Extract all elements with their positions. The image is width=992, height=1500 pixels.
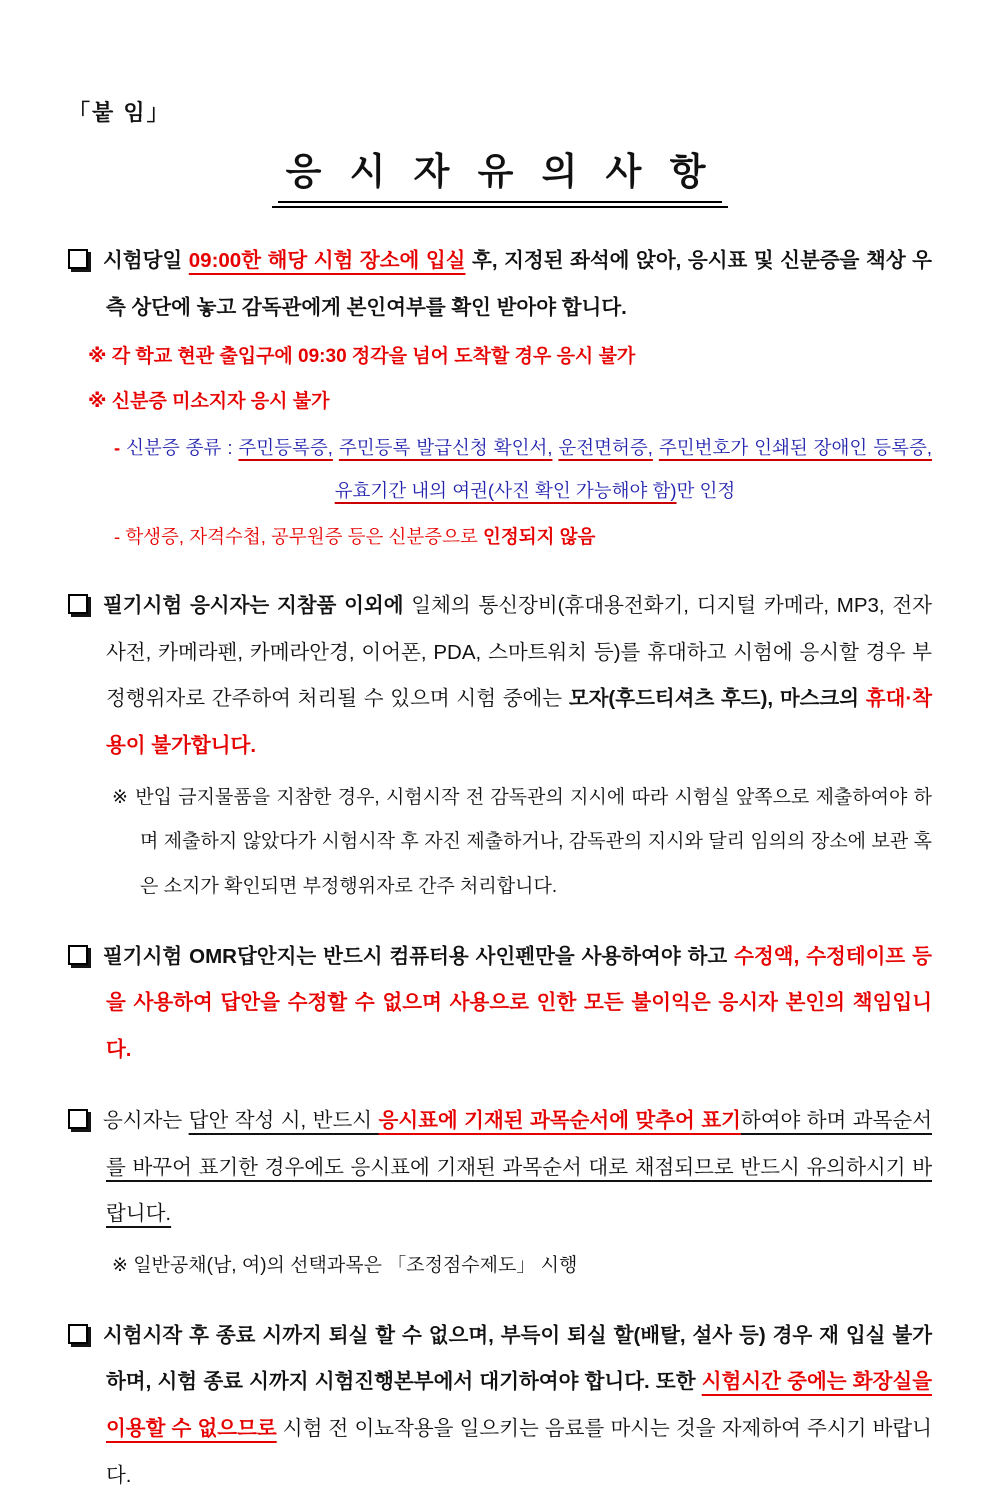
text-run: 학생증, 자격수첩, 공무원증 등은 신분증으로 bbox=[125, 526, 483, 548]
text-run: 각 학교 현관 출입구에 09:30 정각을 넘어 도착할 경우 응시 불가 bbox=[111, 346, 636, 368]
text-run: 시험당일 bbox=[103, 249, 189, 272]
text-run: 필기시험 OMR답안지는 반드시 컴퓨터용 사인펜만을 사용하여야 하고 bbox=[103, 944, 735, 968]
page-title: 응 시 자 유 의 사 항 bbox=[278, 141, 723, 203]
text-run: 주민등록 발급신청 확인서, bbox=[338, 437, 553, 459]
text-run: 수정액, 수정테이프 등을 사용하여 답안을 수정할 수 없으며 사용으로 인한 모든 불이익은 응시자 본인의 책임입니다. bbox=[106, 944, 932, 1062]
text-run: 휴대·착용이 불가합니다. bbox=[106, 687, 933, 757]
text-run: 신분증 미소지자 응시 불가 bbox=[111, 391, 330, 413]
text-run: 만 인정 bbox=[676, 479, 736, 501]
text-run: 일반공채(남, 여)의 선택과목은 「조정점수제도」 시행 bbox=[133, 1255, 578, 1277]
text-run: 필기시험 응시자는 지참품 이외에 bbox=[103, 593, 404, 617]
notice-no-leaving bbox=[68, 1313, 932, 1500]
list-marker-icon: - bbox=[114, 437, 127, 459]
checkbox-icon bbox=[68, 594, 88, 614]
list-marker-icon: ※ bbox=[88, 391, 112, 413]
notice-subject-order bbox=[68, 1098, 932, 1238]
note-no-id bbox=[68, 382, 932, 423]
text-run: 09:00한 해당 시험 장소에 입실 bbox=[188, 249, 466, 272]
list-marker-icon: ※ bbox=[112, 786, 136, 808]
checkbox-icon bbox=[68, 249, 88, 269]
text-run: 운전면허증, bbox=[558, 437, 653, 459]
text-run: 응시표에 기재된 과목순서에 맞추어 표기 bbox=[378, 1108, 741, 1132]
text-run: 반입 금지물품을 지참한 경우, 시험시작 전 감독관의 지시에 따라 시험실 앞쪽으로 제출하여야 하며 제출하지 않았다가 시험시작 후 자진 제출하거나, 감독관의 지시와 달리 임의의 장소에 보관 혹은 소지가 확인되면 부정행위자로 간주 처리합니다. bbox=[135, 786, 933, 898]
note-adjusted-score bbox=[68, 1244, 932, 1289]
note-invalid-ids bbox=[68, 516, 932, 559]
text-run: 하여야 하며 과목순서를 바꾸어 표기한 경우에도 응시표에 기재된 과목순서 대로 채점되므로 반드시 유의하시기 바랍니다. bbox=[106, 1108, 932, 1226]
note-item-submission bbox=[68, 776, 932, 910]
note-id-types bbox=[68, 427, 932, 512]
text-run: 주민번호가 인쇄된 장애인 등록증, bbox=[658, 437, 932, 459]
text-run: 응시자는 bbox=[103, 1108, 189, 1132]
page-title-wrap bbox=[68, 141, 932, 208]
text-run bbox=[859, 687, 866, 710]
notice-omr-pen bbox=[68, 934, 932, 1074]
text-run: 일체의 통신장비(휴대용전화기, 디지털 카메라, MP3, 전자사전, 카메라펜, 카메라안경, 이어폰, PDA, 스마트워치 등)를 휴대하고 시험에 응시할 경우 부정행위자로 간주하여 처리될 수 있으며 시험 중에는 bbox=[106, 593, 932, 711]
list-marker-icon: ※ bbox=[112, 1255, 134, 1277]
text-run: 인정되지 않음 bbox=[482, 526, 596, 548]
notices-list bbox=[68, 238, 932, 1500]
notice-entry-time bbox=[68, 238, 932, 331]
text-run: 시험 전 이뇨작용을 일으키는 음료를 마시는 것을 자제하여 주시기 바랍니다. bbox=[106, 1417, 932, 1487]
text-run: 시험시간 중에는 화장실을 이용할 수 없으므로 bbox=[106, 1370, 932, 1441]
attachment-label: 「붙 임」 bbox=[68, 100, 171, 125]
text-run: 신분증 종류 : bbox=[126, 437, 239, 459]
text-run: 모자(후드티셔츠 후드), 마스크의 bbox=[568, 687, 860, 711]
text-run: 시험시작 후 종료 시까지 퇴실 할 수 없으며, 부득이 퇴실 할(배탈, 설사 등) 경우 재 입실 불가하며, 시험 종료 시까지 시험진행본부에서 대기하여야 합니다. 또한 bbox=[103, 1323, 932, 1394]
text-run: 후, 지정된 좌석에 앉아, 응시표 및 신분증을 책상 우측 상단에 놓고 감독관에게 본인여부를 확인 받아야 합니다. bbox=[106, 249, 932, 319]
note-late-arrival bbox=[68, 337, 932, 378]
checkbox-icon bbox=[68, 1109, 88, 1129]
title-underline bbox=[272, 141, 729, 208]
text-run: 주민등록증, bbox=[238, 437, 333, 459]
notice-prohibited-items bbox=[68, 583, 932, 770]
list-marker-icon: - bbox=[114, 526, 126, 548]
checkbox-icon bbox=[68, 945, 88, 965]
text-run: 유효기간 내의 여권(사진 확인 가능해야 함) bbox=[334, 479, 677, 501]
checkbox-icon bbox=[68, 1324, 88, 1344]
text-run: 답안 작성 시, 반드시 bbox=[188, 1108, 379, 1132]
list-marker-icon: ※ bbox=[88, 346, 112, 368]
